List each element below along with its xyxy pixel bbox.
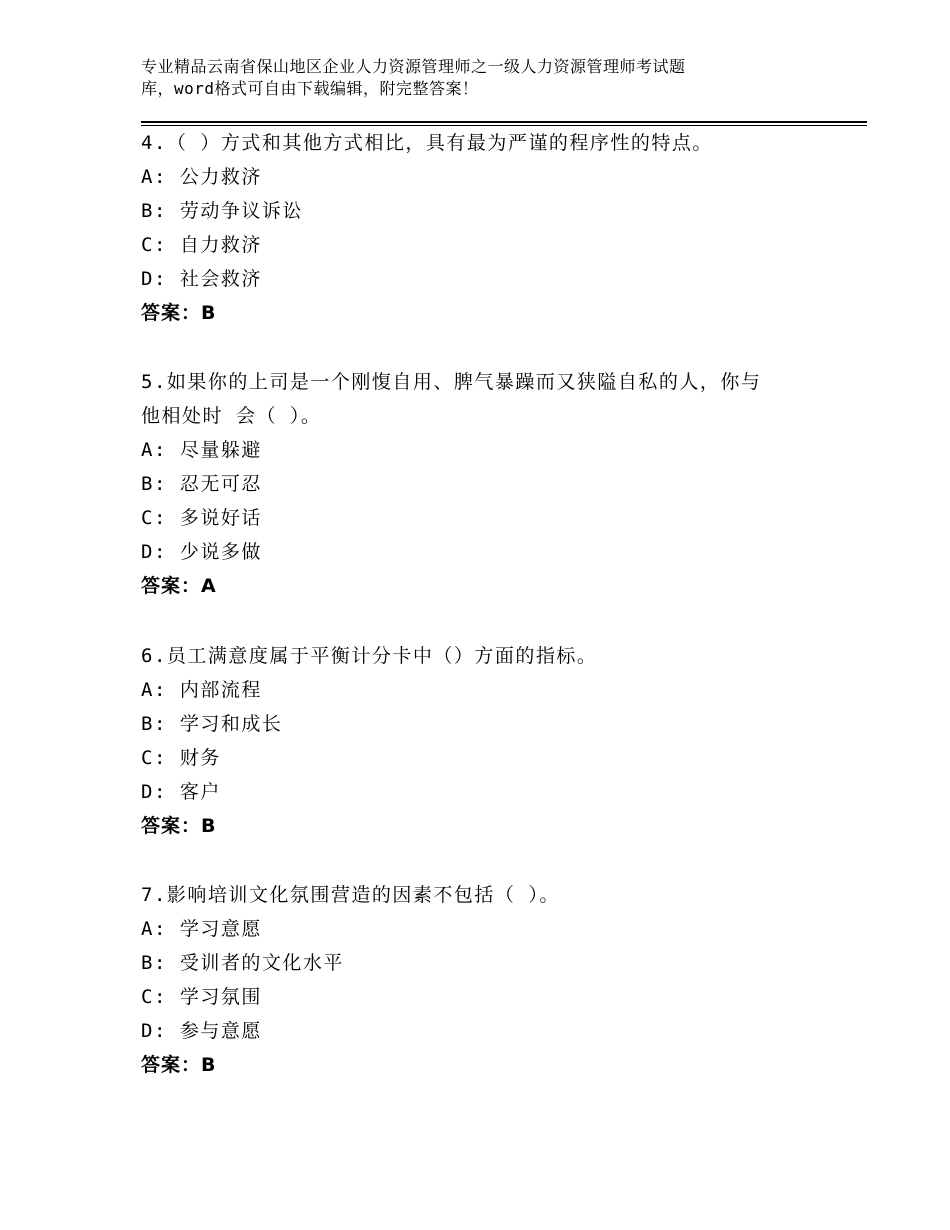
question-5	[141, 365, 841, 603]
option-a: A: 内部流程	[141, 679, 262, 701]
option-c: C: 多说好话	[141, 507, 262, 529]
option-a: A: 尽量躲避	[141, 439, 262, 461]
question-text: 4.（ ）方式和其他方式相比，具有最为严谨的程序性的特点。	[141, 132, 713, 154]
header-divider-thick	[141, 121, 867, 123]
option-d: D: 参与意愿	[141, 1020, 262, 1042]
question-text-continued: 他相处时 会（ ）。	[141, 405, 322, 427]
option-a: A: 学习意愿	[141, 918, 262, 940]
option-b: B: 劳动争议诉讼	[141, 200, 303, 222]
option-a: A: 公力救济	[141, 166, 262, 188]
option-c: C: 自力救济	[141, 234, 262, 256]
answer-label: 答案：B	[141, 815, 217, 837]
option-c: C: 财务	[141, 747, 221, 769]
answer-label: 答案：A	[141, 575, 217, 597]
option-c: C: 学习氛围	[141, 986, 262, 1008]
question-text: 5.如果你的上司是一个刚愎自用、脾气暴躁而又狭隘自私的人，你与	[141, 371, 762, 393]
question-7	[141, 878, 841, 1082]
question-text: 7.影响培训文化氛围营造的因素不包括（ ）。	[141, 884, 560, 906]
option-b: B: 忍无可忍	[141, 473, 262, 495]
question-6	[141, 639, 841, 843]
question-text: 6.员工满意度属于平衡计分卡中（）方面的指标。	[141, 645, 598, 667]
header-line-1: 专业精品云南省保山地区企业人力资源管理师之一级人力资源管理师考试题	[141, 57, 686, 76]
header-line-2: 库，word格式可自由下载编辑，附完整答案！	[141, 79, 479, 98]
option-d: D: 社会救济	[141, 268, 262, 290]
option-b: B: 学习和成长	[141, 713, 283, 735]
answer-label: 答案：B	[141, 302, 217, 324]
question-4	[141, 126, 841, 330]
answer-label: 答案：B	[141, 1054, 217, 1076]
option-b: B: 受训者的文化水平	[141, 952, 344, 974]
option-d: D: 客户	[141, 781, 221, 803]
document-header	[141, 56, 781, 100]
option-d: D: 少说多做	[141, 541, 262, 563]
